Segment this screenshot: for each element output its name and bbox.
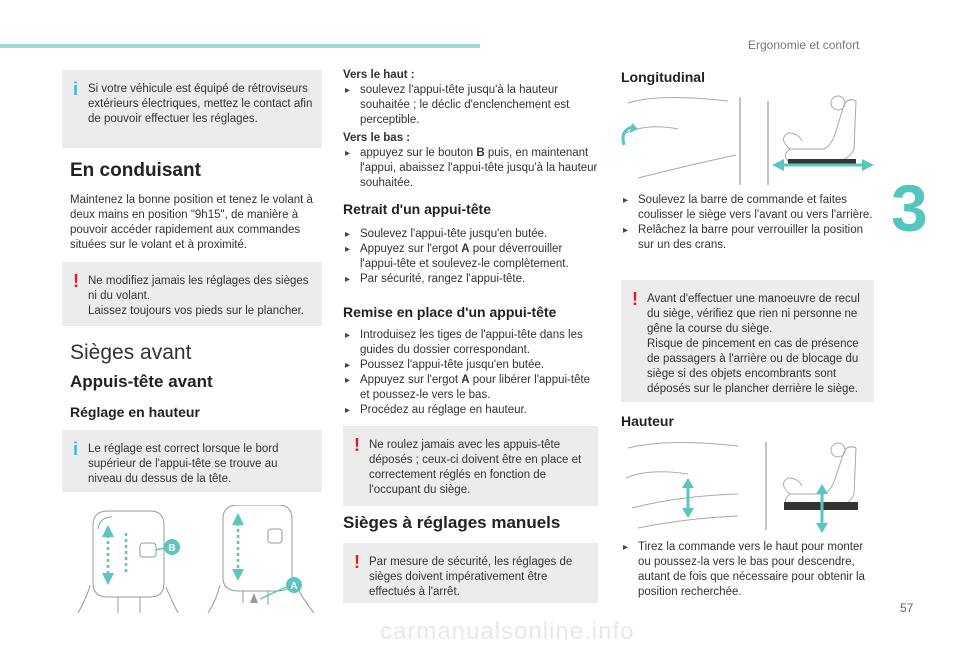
- warning-text: Avant d'effectuer une manoeuvre de recul du siège, vérifiez que rien ni personne ne gêne la course du siège. Risque de pincement en cas de présence de passagers à l'arrière ou de blocage du siège si des objets encombrants sont déposés sur le plancher derrière le siège.: [647, 293, 860, 395]
- list-item: ▸ Relâchez la barre pour verrouiller la position sur un des crans.: [621, 223, 876, 253]
- heading-reglage-hauteur: Réglage en hauteur: [70, 404, 200, 420]
- watermark: carmanualsonline.info: [380, 618, 635, 645]
- info-box-headrest: [62, 430, 322, 492]
- list-item: ▸ Soulevez l'appui-tête jusqu'en butée.: [343, 227, 598, 242]
- label-b: B: [168, 543, 176, 554]
- warning-icon: !: [73, 271, 79, 291]
- warning-icon: !: [632, 289, 638, 309]
- list-item: ▸ Appuyez sur l'ergot A pour déverrouiller l'appui-tête et soulevez-le complètement.: [343, 242, 598, 272]
- warning-box-driving: [62, 262, 322, 326]
- warning-box-manual: [343, 543, 598, 603]
- page-number: 57: [900, 601, 914, 615]
- up-list: [343, 83, 598, 128]
- driving-paragraph: Maintenez la bonne position et tenez le volant à deux mains en position "9h15", de manière à pouvoir accéder rapidement aux commandes situées sur le volant et à proximité.: [70, 194, 313, 251]
- warning-box-headrest: [343, 426, 598, 506]
- info-text: Si votre véhicule est équipé de rétroviseurs extérieurs électriques, mettez le contact afin de pouvoir effectuer les réglages.: [88, 83, 313, 125]
- list-item: ▸ Par sécurité, rangez l'appui-tête.: [343, 272, 598, 287]
- down-list: [343, 146, 598, 191]
- up-label: Vers le haut :: [343, 69, 415, 81]
- info-box-mirrors: [62, 70, 322, 148]
- list-item: ▸ Soulevez la barre de commande et faites coulisser le siège vers l'avant ou vers l'arrière.: [621, 193, 876, 223]
- list-item: ▸ soulevez l'appui-tête jusqu'à la hauteur souhaitée ; le déclic d'enclenchement est perceptible.: [343, 83, 598, 128]
- label-a: A: [290, 581, 298, 592]
- chapter-number: 3: [891, 171, 928, 245]
- list-item: ▸ Introduisez les tiges de l'appui-tête dans les guides du dossier correspondant.: [343, 328, 601, 358]
- warning-text: Par mesure de sécurité, les réglages de sièges doivent impérativement être effectués à l'arrêt.: [369, 556, 573, 598]
- headrest-illustration: [78, 505, 318, 613]
- seat-longitudinal-illustration: [618, 93, 878, 188]
- warning-text: Ne roulez jamais avec les appuis-tête déposés ; ceux-ci doivent être en place et correctement réglés en fonction de l'occupant du siège.: [369, 439, 582, 496]
- heading-sieges-manuels: Sièges à réglages manuels: [343, 513, 561, 532]
- list-item: ▸ Procédez au réglage en hauteur.: [343, 403, 601, 418]
- heading-longitudinal: Longitudinal: [621, 69, 705, 85]
- list-item: ▸ Appuyez sur l'ergot A pour libérer l'appui-tête et poussez-le vers le bas.: [343, 373, 601, 403]
- warning-icon: !: [354, 435, 360, 455]
- heading-en-conduisant: En conduisant: [70, 160, 201, 181]
- remove-list: [343, 227, 598, 287]
- longitudinal-list: [621, 193, 876, 253]
- warning-box-longitudinal: [621, 280, 874, 402]
- top-accent-bar: [0, 44, 480, 48]
- seat-height-illustration: [618, 438, 878, 533]
- height-list: [621, 540, 879, 600]
- heading-appuis-tete: Appuis-tête avant: [70, 372, 213, 391]
- warning-text: Ne modifiez jamais les réglages des sièges ni du volant. Laissez toujours vos pieds sur le plancher.: [88, 275, 309, 317]
- heading-remise-en-place: Remise en place d'un appui-tête: [343, 304, 557, 320]
- list-item: ▸ appuyez sur le bouton B puis, en maintenant l'appui, abaissez l'appui-tête jusqu'à la hauteur souhaitée.: [343, 146, 598, 191]
- heading-sieges-avant: Sièges avant: [70, 341, 192, 364]
- refit-list: [343, 328, 601, 418]
- list-item: ▸ Tirez la commande vers le haut pour monter ou poussez-la vers le bas pour descendre, autant de fois que nécessaire pour obtenir la position recherchée.: [621, 540, 879, 600]
- warning-icon: !: [354, 552, 360, 572]
- info-icon: i: [73, 79, 79, 99]
- heading-retrait: Retrait d'un appui-tête: [343, 201, 491, 217]
- section-title: Ergonomie et confort: [748, 38, 860, 52]
- list-item: ▸ Poussez l'appui-tête jusqu'en butée.: [343, 358, 601, 373]
- info-icon: i: [73, 439, 79, 459]
- info-text: Le réglage est correct lorsque le bord supérieur de l'appui-tête se trouve au niveau du dessus de la tête.: [88, 443, 279, 485]
- down-label: Vers le bas :: [343, 132, 411, 144]
- heading-hauteur: Hauteur: [621, 413, 674, 429]
